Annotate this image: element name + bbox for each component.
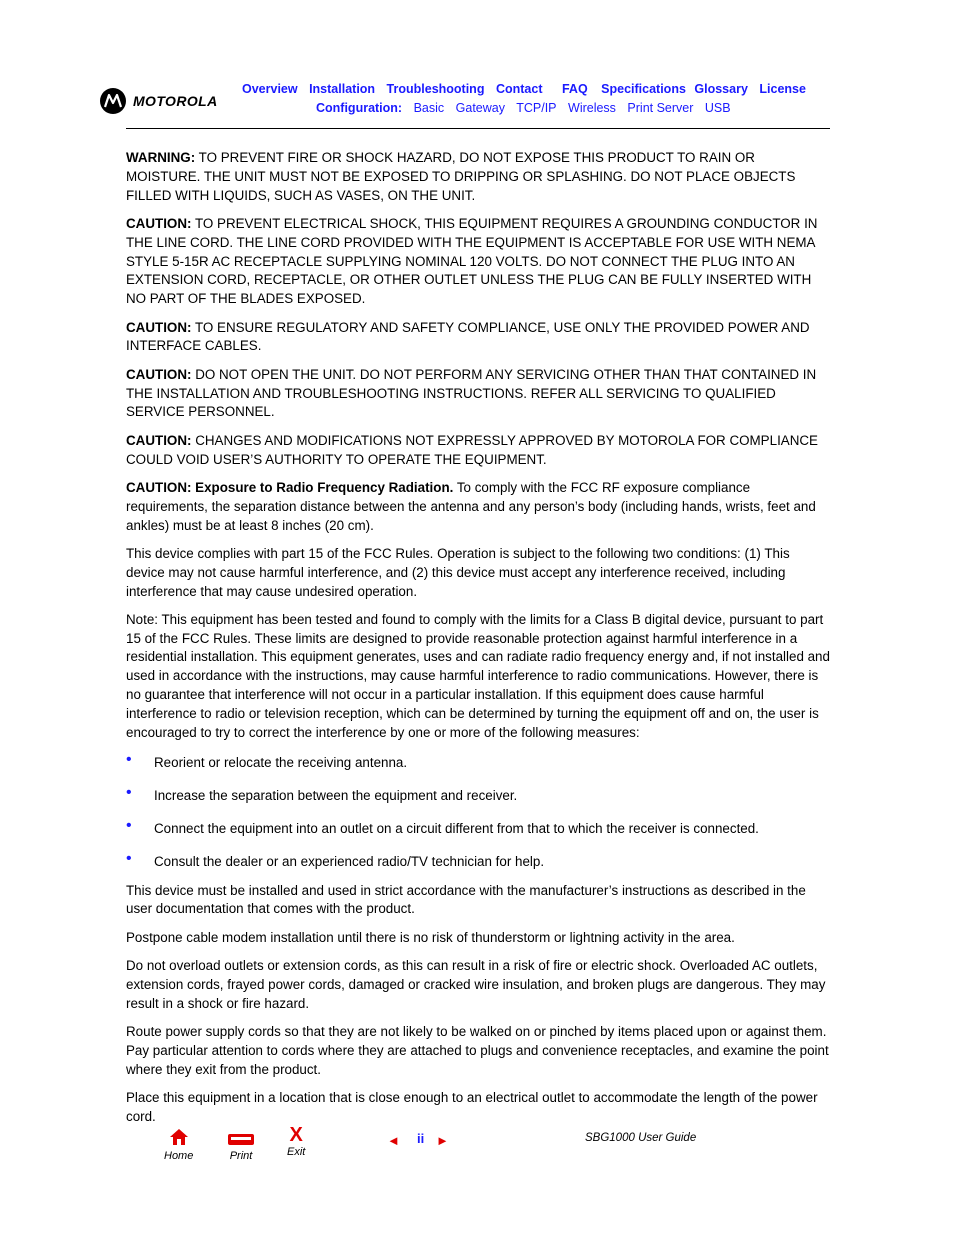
logo-wordmark: MOTOROLA (133, 93, 218, 109)
measures-list (126, 751, 831, 871)
motorola-logo (100, 88, 218, 114)
nav-faq[interactable]: FAQ (561, 82, 588, 96)
caution-label: CAUTION: Exposure to Radio Frequency Radiation. (126, 479, 454, 495)
bullet-icon: • (126, 817, 132, 835)
nav-specifications[interactable]: Specifications (601, 82, 686, 96)
fcc-compliance-paragraph: This device complies with part 15 of the FCC Rules. Operation is subject to the following two conditions: (1) This device may not cause harmful interference, and (2) this device must accept any interference received, including interference that may cause undesired operation. (126, 545, 790, 599)
caution-grounding (126, 215, 831, 309)
config-label: Configuration: (316, 101, 403, 115)
nav-installation[interactable]: Installation (309, 82, 376, 96)
print-button[interactable] (227, 1133, 255, 1162)
caution-text: TO ENSURE REGULATORY AND SAFETY COMPLIANCE, USE ONLY THE PROVIDED POWER AND INTERFACE CABLES. (126, 319, 810, 354)
nav-overview[interactable]: Overview (242, 82, 298, 96)
list-item (126, 849, 831, 872)
caution-label: CAUTION: (126, 215, 192, 231)
caution-modifications (126, 432, 831, 470)
nav-glossary[interactable]: Glossary (694, 82, 748, 96)
page-content (126, 149, 831, 1136)
nav-print-server[interactable]: Print Server (627, 101, 694, 115)
nav-troubleshooting[interactable]: Troubleshooting (386, 82, 485, 96)
config-nav (316, 101, 739, 115)
list-item-text: Increase the separation between the equipment and receiver. (154, 788, 518, 804)
postpone-paragraph: Postpone cable modem installation until there is no risk of thunderstorm or lightning activity in the area. (126, 929, 735, 945)
home-icon (169, 1128, 189, 1146)
nav-gateway[interactable]: Gateway (455, 101, 505, 115)
exit-label: Exit (287, 1146, 306, 1158)
bullet-icon: • (126, 849, 132, 867)
exit-button[interactable] (287, 1125, 305, 1158)
list-item (126, 784, 831, 806)
printer-icon (227, 1133, 255, 1146)
list-item (126, 817, 831, 839)
nav-contact[interactable]: Contact (495, 82, 543, 96)
page-number: ii (417, 1131, 425, 1146)
warning-text: TO PREVENT FIRE OR SHOCK HAZARD, DO NOT EXPOSE THIS PRODUCT TO RAIN OR MOISTURE. THE UNIT MUST NOT BE EXPOSED TO DRIPPING OR SPLASHING. DO NOT PLACE OBJECTS FILLED WITH LIQUIDS, SUCH AS VASES, ON THE UNIT. (126, 150, 796, 203)
next-page-icon[interactable]: ► (436, 1133, 449, 1148)
list-item-text: Reorient or relocate the receiving antenna. (154, 755, 408, 771)
guide-title: SBG1000 User Guide (585, 1132, 697, 1144)
caution-servicing (126, 366, 831, 422)
placement-paragraph: Place this equipment in a location that is close enough to an electrical outlet to accommodate the length of the power cord. (126, 1090, 818, 1124)
list-item-text: Consult the dealer or an experienced radio/TV technician for help. (154, 853, 545, 869)
caution-text: To comply with the FCC RF exposure compliance requirements, the separation distance between the antenna and any person’s body (including hands, wrists, feet and ankles) must be at least 8 inches (20 cm). (126, 479, 816, 533)
caution-label: CAUTION: (126, 366, 192, 382)
caution-cables (126, 319, 831, 357)
nav-usb[interactable]: USB (704, 101, 731, 115)
print-label: Print (229, 1150, 253, 1162)
nav-license[interactable]: License (759, 82, 806, 96)
overload-paragraph: Do not overload outlets or extension cords, as this can result in a risk of fire or electric shock. Overloaded AC outlets, extension cords, frayed power cords, damaged or cracked wire insulation, and broken plugs are dangerous. They may result in a shock or fire hazard. (126, 958, 826, 1011)
bullet-icon: • (126, 784, 132, 802)
list-item (126, 751, 831, 773)
caution-label: CAUTION: (126, 319, 192, 335)
previous-page-icon[interactable]: ◄ (387, 1133, 400, 1148)
nav-basic[interactable]: Basic (413, 101, 445, 115)
caution-label: CAUTION: (126, 432, 192, 448)
home-label: Home (164, 1150, 194, 1162)
list-item-text: Connect the equipment into an outlet on a circuit different from that to which the receiver is connected. (154, 821, 759, 837)
caution-text: CHANGES AND MODIFICATIONS NOT EXPRESSLY APPROVED BY MOTOROLA FOR COMPLIANCE COULD VOID USER’S AUTHORITY TO OPERATE THE EQUIPMENT. (126, 432, 818, 467)
home-button[interactable] (164, 1128, 193, 1162)
exit-icon: X (289, 1124, 303, 1146)
warning-label: WARNING: (126, 150, 196, 165)
nav-tcpip[interactable]: TCP/IP (516, 101, 557, 115)
caution-text: DO NOT OPEN THE UNIT. DO NOT PERFORM ANY SERVICING OTHER THAN THAT CONTAINED IN THE INSTALLATION AND TROUBLESHOOTING INSTRUCTIONS. REFER ALL SERVICING TO QUALIFIED SERVICE PERSONNEL. (126, 366, 817, 420)
note-paragraph: Note: This equipment has been tested and found to comply with the limits for a Class B digital device, pursuant to part 15 of the FCC Rules. These limits are designed to provide reasonable protection against harmful interference in a residential installation. This equipment generates, uses and can radiate radio frequency energy and, if not installed and used in accordance with the instructions, may cause harmful interference to radio communications. However, there is no guarantee that interference will not occur in a particular installation. If this equipment does cause harmful interference to radio or television reception, which can be determined by turning the equipment off and on, the user is encouraged to try to correct the interference by one or more of the following measures: (126, 611, 830, 740)
caution-rf-exposure (126, 479, 831, 535)
warning-paragraph (126, 149, 831, 205)
motorola-batwing-icon (100, 88, 126, 114)
route-cords-paragraph: Route power supply cords so that they are not likely to be walked on or pinched by items placed upon or against them. Pay particular attention to cords where they are attached to plugs and convenience receptacles, and examine the point where they exit from the product. (126, 1024, 829, 1077)
bullet-icon: • (126, 751, 132, 769)
installation-paragraph: This device must be installed and used in strict accordance with the manufacturer’s instructions as described in the user documentation that comes with the product. (126, 882, 806, 917)
nav-wireless[interactable]: Wireless (568, 101, 616, 115)
caution-text: TO PREVENT ELECTRICAL SHOCK, THIS EQUIPMENT REQUIRES A GROUNDING CONDUCTOR IN THE LINE CORD. THE LINE CORD PROVIDED WITH THE EQUIPMENT IS ACCEPTABLE FOR USE WITH NEMA STYLE 5-15R AC RECEPTACLE SUPPLYING NOMINAL 120 VOLTS. DO NOT CONNECT THE PLUG INTO AN EXTENSION CORD, RECEPTACLE, OR OTHER OUTLET UNLESS THE PLUG CAN BE FULLY INSERTED WITH NO PART OF THE BLADES EXPOSED. (126, 215, 818, 307)
header-divider (126, 128, 830, 129)
top-nav (242, 82, 814, 96)
